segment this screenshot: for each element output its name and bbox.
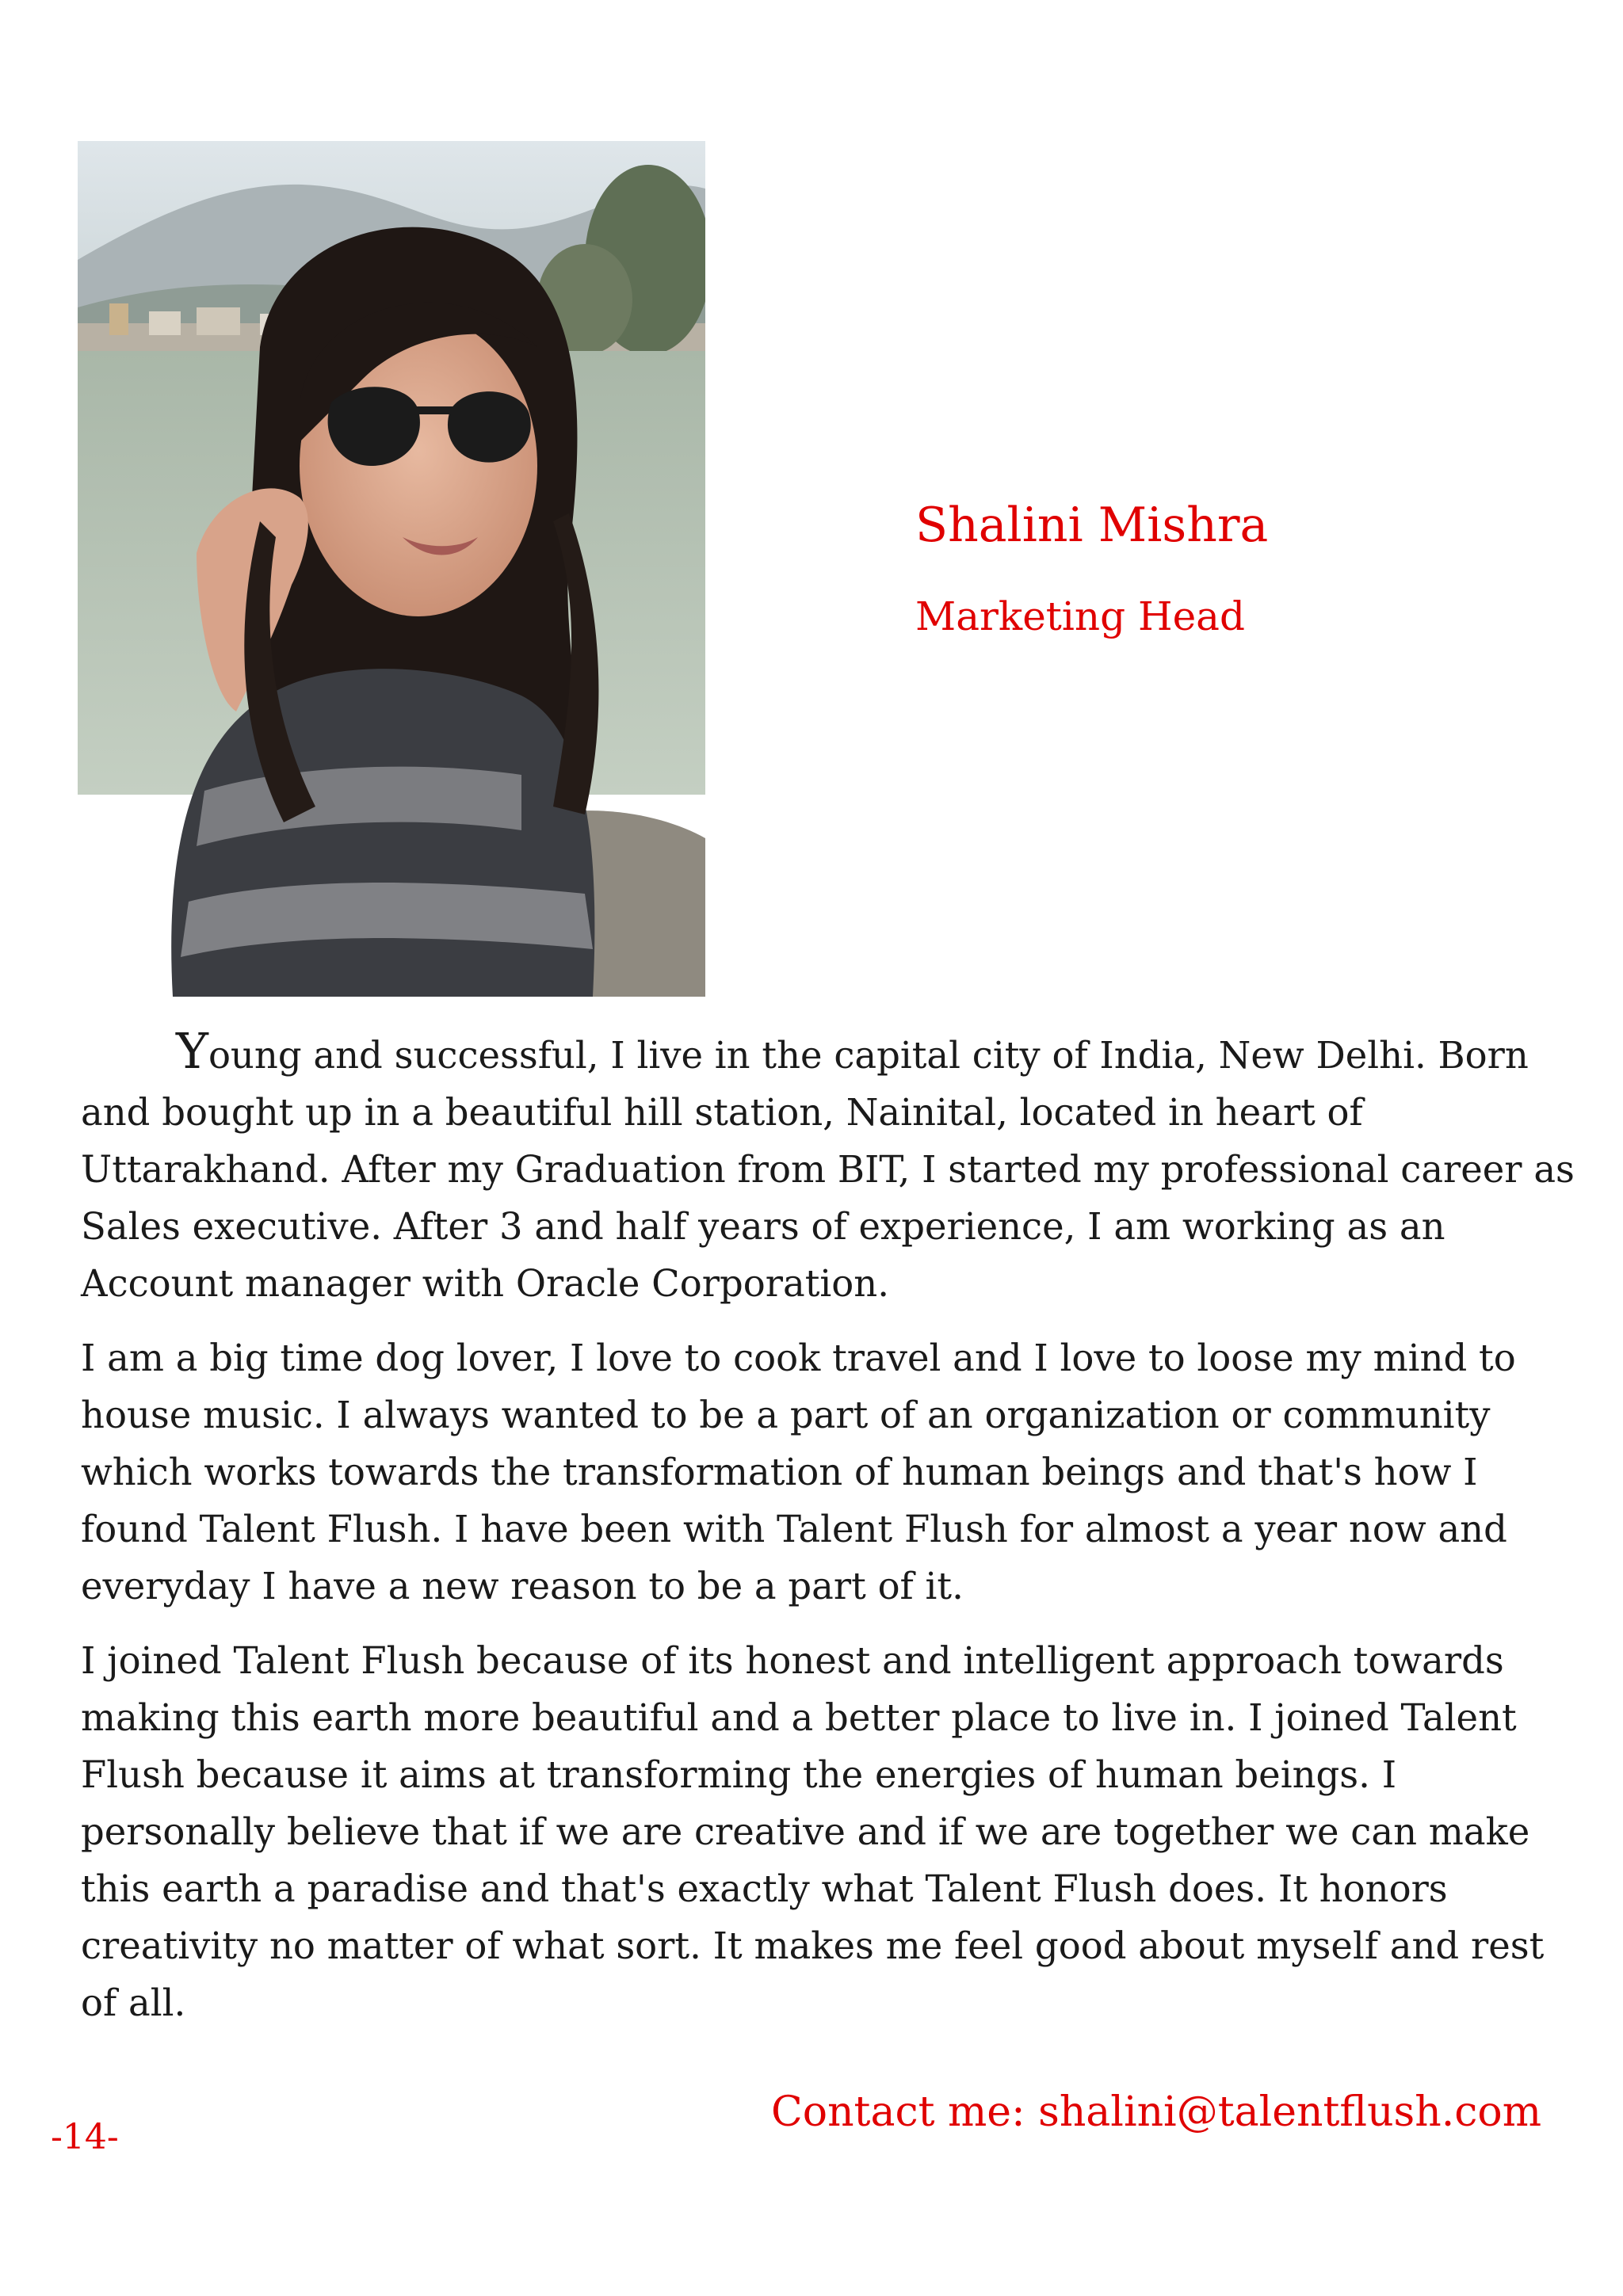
page-number: -14-: [51, 2117, 119, 2157]
bio-dropcap: Y: [176, 1022, 208, 1080]
person-name: Shalini Mishra: [915, 498, 1269, 553]
bio-paragraph-3: I joined Talent Flush because of its honest and intelligent approach towards making this earth more beautiful and a better place to live in. I joined Talent Flush because it aims at transforming the energies of human beings. I personally believe that if we are creative and if we are together we can make this earth a paradise and that's exactly what Talent Flush does. It honors creativity no matter of what sort. It makes me feel good about myself and rest of all.: [81, 1639, 1545, 2024]
bio-paragraph-1-text: oung and successful, I live in the capital city of India, New Delhi. Born and bought up in a beautiful hill station, Nainital, located in heart of Uttarakhand. After my Graduation from BIT, I started my professional career as Sales executive. After 3 and half years of experience, I am working as an Account manager with Oracle Corporation.: [81, 1034, 1575, 1305]
contact-email[interactable]: Contact me: shalini@talentflush.com: [770, 2088, 1541, 2136]
profile-photo: [78, 141, 705, 997]
person-title: Marketing Head: [915, 593, 1245, 639]
bio-text: [81, 1022, 1587, 2049]
bio-paragraph-2: I am a big time dog lover, I love to cook travel and I love to loose my mind to house music. I always wanted to be a part of an organization or community which works towards the transformation of human beings and that's how I found Talent Flush. I have been with Talent Flush for almost a year now and everyday I have a new reason to be a part of it.: [81, 1337, 1516, 1608]
bio-paragraph-1: [81, 1022, 1587, 1312]
